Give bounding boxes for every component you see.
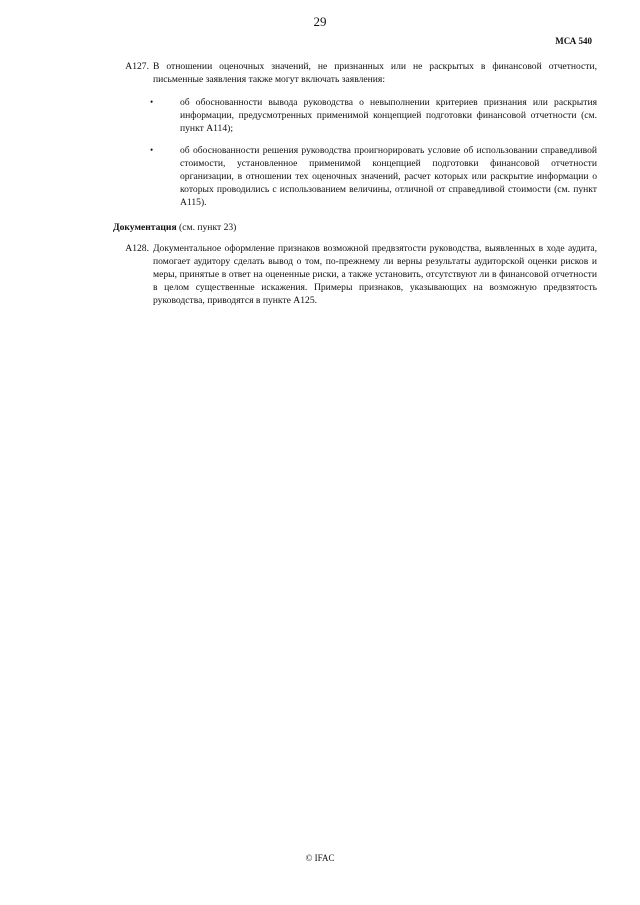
- bullet-icon: •: [150, 145, 154, 155]
- paragraph-text: Документальное оформление признаков возможной предвзятости руководства, выявленных в ходе аудита, помогает аудитору сделать вывод о том, по-прежнему ли верны результаты аудиторской оценки рисков и меры, принятые в ответ на оцененные риски, а также установить, отсутствуют ли в финансовой отчетности в целом существенные искажения. Примеры признаков, указывающих на возможную предвзятость руководства, приводятся в пункте A125.: [153, 243, 597, 306]
- section-reference: (см. пункт 23): [176, 222, 237, 233]
- list-item: [113, 144, 597, 209]
- list-item: [113, 96, 597, 135]
- paragraph-a127: [113, 60, 597, 86]
- paragraph-number: A127.: [125, 61, 149, 72]
- standard-code: МСА 540: [555, 36, 592, 46]
- bullet-icon: •: [150, 97, 154, 107]
- bullet-list: [113, 96, 597, 209]
- page-number: 29: [313, 14, 327, 29]
- section-title: Документация: [113, 222, 177, 233]
- paragraph-text: В отношении оценочных значений, не признанных или не раскрытых в финансовой отчетности, письменные заявления также могут включать заявления:: [153, 61, 597, 85]
- list-item-text: об обоснованности вывода руководства о невыполнении критериев признания или раскрытия информации, предусмотренных применимой концепцией подготовки финансовой отчетности (см. пункт A114);: [180, 97, 597, 134]
- footer-copyright: © IFAC: [305, 853, 335, 863]
- section-heading: [113, 221, 597, 234]
- list-item-text: об обоснованности решения руководства проигнорировать условие об использовании справедливой стоимости, установленное применимой концепцией подготовки финансовой отчетности организации, в отношении тех оценочных значений, расчет которых или раскрытие информации о которых проводились с использованием величины, отличной от справедливой стоимости (см. пункт A115).: [180, 145, 597, 208]
- document-body: [113, 60, 597, 317]
- paragraph-a128: [113, 242, 597, 307]
- paragraph-number: A128.: [125, 243, 149, 254]
